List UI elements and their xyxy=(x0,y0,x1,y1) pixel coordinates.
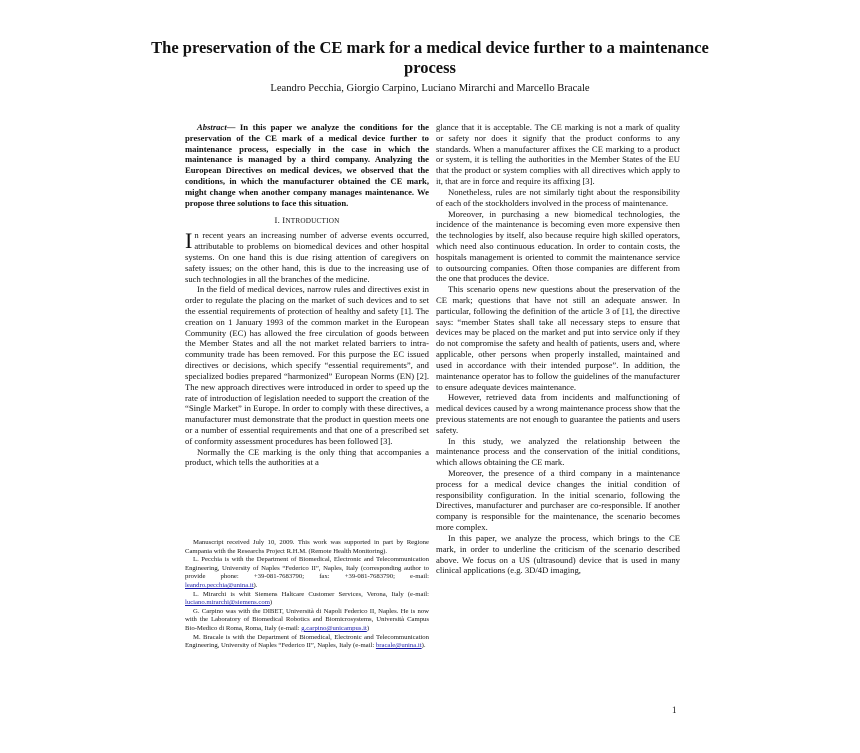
abstract xyxy=(185,122,429,209)
footnotes xyxy=(185,539,429,651)
intro-paragraph-1 xyxy=(185,230,429,284)
footnote-manuscript: Manuscript received July 10, 2009. This work was supported in part by Regione Campania with the Researchs Project R.H.M. (Remote Health Monitoring). xyxy=(185,539,429,555)
email-link-carpino[interactable]: g.carpino@unicampus.it xyxy=(301,624,367,632)
email-link-mirarchi[interactable]: luciano.mirarchi@siemens.com xyxy=(185,599,270,607)
body-paragraph-4: This scenario opens new questions about the preservation of the CE mark; questions that have not still an adequate answer. In particular, following the definition of the article 3 of [1], the directive says: “member States shall take all necessary steps to ensure that devices may be placed on the market and put into service only if they do not compromise the safety and health of patients, users and, where applicable, other persons when properly installed, maintained and used in accordance with their intended purpose”. In addition, the maintenance operator has to follow the guidelines of the manufacturer to ensure adequate devices maintenance. xyxy=(436,284,680,392)
section-title-rest: NTRODUCTION xyxy=(285,216,340,225)
intro-paragraph-3: Normally the CE marking is the only thing that accompanies a product, which tells the authorities at a xyxy=(185,446,429,468)
section-number: I. xyxy=(274,214,280,225)
footnote-bracale: M. Bracale is with the Department of Biomedical, Electronic and Telecommunication Engineering, University of Naples “Federico II”, Naples, Italy (e-mail: bracale@unina.it). xyxy=(185,633,429,650)
body-paragraph-6: In this study, we analyzed the relationship between the maintenance process and the conservation of the initial conditions, which allows obtaining the CE mark. xyxy=(436,435,680,468)
footnote-pecchia: L. Pecchia is with the Department of Biomedical, Electronic and Telecommunication Engineering, University of Naples “Federico II”, Naples, Italy (corresponding author to provide phone: +39-081-7683790; fax: +39-081-7683790; e-mail: leandro.pecchia@unina.it). xyxy=(185,556,429,589)
abstract-text: — In this paper we analyze the conditions for the preservation of the CE mark of a medical device further to maintenance process, especially in the case in which the maintenance is managed by a third company. Analyzing the European Directives on medical devices, we observed that the conditions, in which the manufacturer obtained the CE mark, might change when another company manages maintenance. We propose three solutions to face this situation. xyxy=(185,122,429,208)
section-heading-introduction xyxy=(185,215,429,227)
body-paragraph-5: However, retrieved data from incidents and malfunctioning of medical devices caused by a wrong maintenance process show that the previous statements are not enough to guarantee the patients and users safety. xyxy=(436,392,680,435)
intro-paragraph-2: In the field of medical devices, narrow rules and directives exist in order to regulate the placing on the market of such devices and to set the essential requirements of protection of healthy and safety [1]. The creation on 1 January 1993 of the common market in the European Community (EC) has allowed the free circulation of goods between the Member States and all the not market related barriers to intra-community trade has been removed. For this purpose the EC issued directives or decisions, which specify “essential requirements”, and specialized bodies prepared “harmonized” European Norms (EN) [2]. The new approach directives were introduced in order to speed up the rate of introduction of legislation needed to support the creation of the “Single Market” in Europe. In order to comply with these directives, a manufacturer must demonstrate that the product in question meets one or a number of essential requirements and that one of a prescribed set of conformity assessment procedures has been followed [3]. xyxy=(185,284,429,446)
page-number: 1 xyxy=(672,705,677,715)
email-link-pecchia[interactable]: leandro.pecchia@unina.it xyxy=(185,581,254,589)
body-paragraph-2: Nonetheless, rules are not similarly tight about the responsibility of each of the stockholders involved in the process of maintenance. xyxy=(436,186,680,208)
intro-paragraph-1-text: n recent years an increasing number of adverse events occurred, attributable to problems on biomedical devices and other hospital systems. On one hand this is due rising attention of caregivers on safety issues; on the other hand, this is due to the increasing use of such technologies in all the branches of the medicine. xyxy=(185,230,429,284)
body-paragraph-3: Moreover, in purchasing a new biomedical technologies, the incidence of the maintenance is becoming even more expensive then the technologies by itself, also because require high skilled operators, which need also continuous education. In order to contain costs, the hospitals management is oriented to commit the maintenance service to outsourcing companies. Often those companies are different from the one that produces the device. xyxy=(436,208,680,284)
section-title-first: I xyxy=(282,214,286,225)
footnote-mirarchi: L. Mirarchi is whit Siemens Haltcare Customer Services, Verona, Italy (e-mail: luciano.mirarchi@siemens.com) xyxy=(185,590,429,607)
body-paragraph-8: In this paper, we analyze the process, which brings to the CE mark, in order to underline the criticism of the scenario described above. We focus on a US (ultrasound) device that is used in many clinical applications (e.g. 3D/4D imaging, xyxy=(436,532,680,576)
body-paragraph-1: glance that it is acceptable. The CE marking is not a mark of quality or safety nor does it signify that the product conforms to any standards. When a manufacturer affixes the CE marking to a product or system, it is telling the authorities in the Member States of the EU that the product or system complies with all directives which apply to it, that are in force and require its affixing [3]. xyxy=(436,122,680,187)
abstract-label: Abstract xyxy=(197,122,227,132)
drop-cap: I xyxy=(185,228,193,254)
email-link-bracale[interactable]: bracale@unina.it xyxy=(375,642,422,650)
paper-authors: Leandro Pecchia, Giorgio Carpino, Luciano Mirarchi and Marcello Bracale xyxy=(270,83,590,94)
paper-title: The preservation of the CE mark for a medical device further to a maintenance process xyxy=(151,38,709,77)
left-column xyxy=(185,122,429,468)
body-paragraph-7: Moreover, the presence of a third company in a maintenance process for a medical device changes the initial condition of responsibility configuration. In the initial scenario, following the Directives, manufacturer and purchaser are co-responsible. If another company is responsible for the maintenance, the scenario becomes more complex. xyxy=(436,468,680,533)
right-column xyxy=(436,122,680,576)
footnote-carpino: G. Carpino was with the DIBET, Università di Napoli Federico II, Naples. He is now with the Laboratory of Biomedical Robotics and Biomicrosystems, Università Campus Bio-Medico di Roma, Roma, Italy (e-mail: g.carpino@unicampus.it) xyxy=(185,607,429,632)
